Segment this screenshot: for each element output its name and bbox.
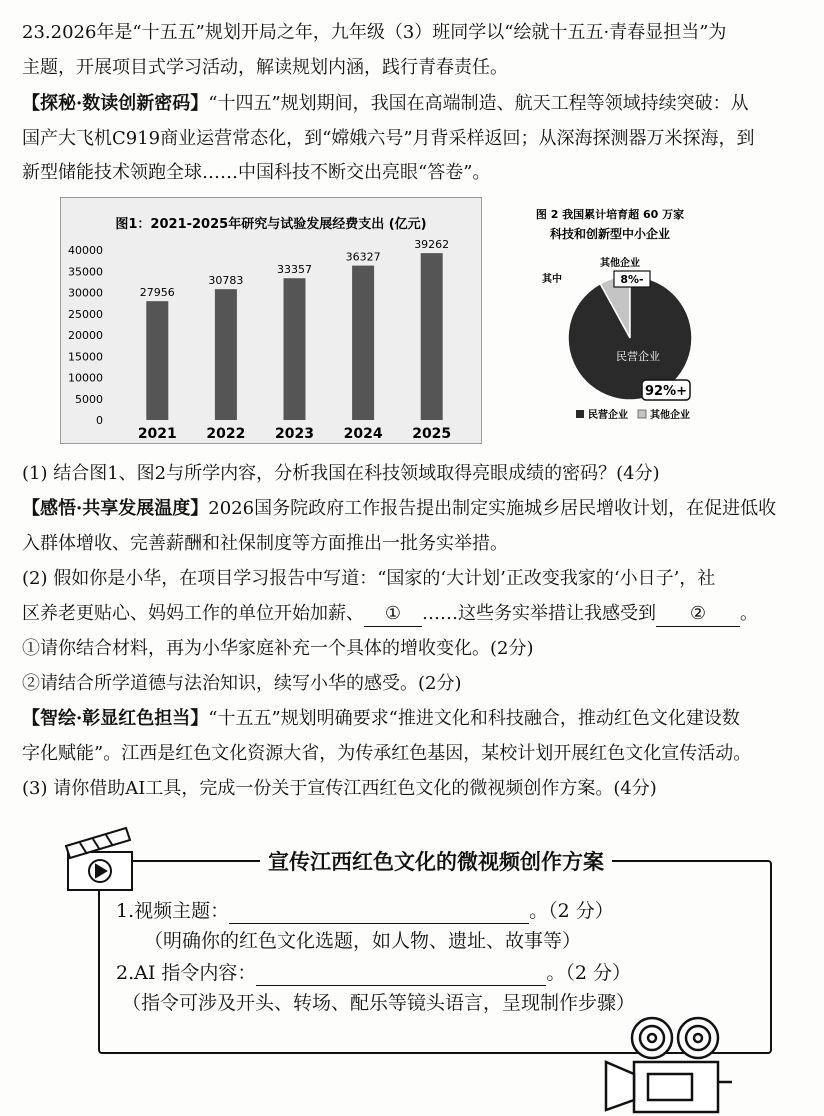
plan-item-1-score: 。（2 分） xyxy=(529,900,614,922)
section3-line-2: 字化赋能”。江西是红色文化资源大省，为传承红色基因，某校计划开展红色文化宣传活动。 xyxy=(22,743,752,764)
pie-note-other: 其他企业 xyxy=(600,258,640,269)
bar xyxy=(421,253,443,420)
section2-line-1 xyxy=(22,497,812,521)
section3-heading: 【智绘·彰显红色担当】 xyxy=(22,708,209,729)
pie-inner-label: 民营企业 xyxy=(616,350,660,363)
clapperboard-icon xyxy=(60,820,140,895)
plan-title xyxy=(60,846,812,876)
bar xyxy=(284,278,306,420)
data-label: 27956 xyxy=(139,286,175,300)
legend-label: 民营企业 xyxy=(588,410,628,421)
section2-line-2: 入群体增收、完善薪酬和社保制度等方面推出一批务实举措。 xyxy=(22,533,508,554)
y-tick-label: 40000 xyxy=(68,244,103,257)
x-tick-label: 2022 xyxy=(206,426,246,442)
pie-title-line-1: 图 2 我国累计培育超 60 万家 xyxy=(535,208,685,221)
y-tick-label: 10000 xyxy=(68,371,103,385)
section3-text-1: “十五五”规划明确要求“推进文化和科技融合，推动红色文化建设数 xyxy=(208,708,740,729)
plan-item-2-label: 2.AI 指令内容： xyxy=(116,962,257,984)
question-2-text-b: ……这些务实举措让我感受到 xyxy=(422,603,656,624)
pie-note-qizhong: 其中 xyxy=(542,274,562,285)
answer-blank-1[interactable]: ① xyxy=(364,602,422,627)
question-2-sub-2: ②请结合所学道德与法治知识，续写小华的感受。(2分) xyxy=(22,673,462,694)
plan-item-1-hint: （明确你的红色文化选题，如人物、遗址、故事等） xyxy=(144,930,582,952)
y-tick-label: 15000 xyxy=(68,350,103,364)
y-tick-label: 30000 xyxy=(68,286,103,300)
x-tick-label: 2024 xyxy=(343,426,383,442)
bar xyxy=(146,301,168,420)
bar-chart-svg xyxy=(61,198,481,443)
video-plan-card xyxy=(60,820,812,1116)
plan-item-1 xyxy=(116,898,614,924)
ai-prompt-input[interactable] xyxy=(256,965,546,986)
plan-title-text: 宣传江西红色文化的微视频创作方案 xyxy=(260,850,612,874)
question-2-text-a: 区养老更贴心、妈妈工作的单位开始加薪、 xyxy=(22,603,364,624)
question-2-text-c: 。 xyxy=(740,603,758,624)
section1-heading: 【探秘·数读创新密码】 xyxy=(22,93,209,114)
y-tick-label: 25000 xyxy=(68,307,103,321)
plan-item-2-hint: （指令可涉及开头、转场、配乐等镜头语言，呈现制作步骤） xyxy=(122,992,636,1014)
data-label: 39262 xyxy=(414,238,450,252)
plan-item-2-score: 。（2 分） xyxy=(546,962,632,984)
pie-title-line-2: 科技和创新型中小企业 xyxy=(549,227,671,241)
answer-blank-2[interactable]: ② xyxy=(656,602,740,627)
figure-2-pie-chart xyxy=(500,200,800,435)
bar xyxy=(352,266,374,420)
x-tick-label: 2023 xyxy=(275,426,314,442)
question-2-line-2 xyxy=(22,602,812,627)
legend-label: 其他企业 xyxy=(650,410,690,421)
data-label: 36327 xyxy=(345,250,381,264)
video-theme-input[interactable] xyxy=(229,903,529,924)
pie-value-label-private: 92%+ xyxy=(644,384,688,399)
legend-swatch xyxy=(576,410,584,418)
y-tick-label: 20000 xyxy=(68,329,103,342)
question-intro-line-2: 主题，开展项目式学习活动，解读规划内涵，践行青春责任。 xyxy=(22,57,508,78)
question-2-line-1: (2) 假如你是小华，在项目学习报告中写道：“国家的‘大计划’正改变我家的‘小日子’，社 xyxy=(22,568,716,589)
section1-text-1: “十四五”规划期间，我国在高端制造、航天工程等领域持续突破：从 xyxy=(208,93,749,114)
data-label: 33357 xyxy=(277,263,312,277)
film-camera-icon xyxy=(600,1012,740,1116)
legend-swatch xyxy=(638,410,646,418)
question-2-sub-1: ①请你结合材料，再为小华家庭补充一个具体的增收变化。(2分) xyxy=(22,638,534,659)
section1-line-3: 新型储能技术领跑全球……中国科技不断交出亮眼“答卷”。 xyxy=(22,162,491,183)
data-label: 30783 xyxy=(208,274,244,288)
section2-text-1: 2026国务院政府工作报告提出制定实施城乡居民增收计划，在促进低收 xyxy=(208,498,777,519)
question-intro-line-1: 23.2026年是“十五五”规划开局之年，九年级（3）班同学以“绘就十五五·青春显担当”为 xyxy=(22,22,727,43)
plan-item-2 xyxy=(116,960,631,986)
figure-1-bar-chart xyxy=(60,197,482,444)
pie-chart-svg xyxy=(500,200,800,435)
y-tick-label: 5000 xyxy=(75,392,103,406)
y-tick-label: 0 xyxy=(96,414,103,427)
bar xyxy=(215,289,237,420)
section3-line-1 xyxy=(22,707,812,731)
section2-heading: 【感悟·共享发展温度】 xyxy=(22,498,209,519)
section1-line-1 xyxy=(22,92,812,116)
x-tick-label: 2021 xyxy=(137,426,177,442)
section1-line-2: 国产大飞机C919商业运营常态化，到“嫦娥六号”月背采样返回；从深海探测器万米探海，到 xyxy=(22,128,755,149)
y-tick-label: 35000 xyxy=(68,265,103,279)
x-tick-label: 2025 xyxy=(412,426,452,442)
question-3: (3) 请你借助AI工具，完成一份关于宣传江西红色文化的微视频创作方案。(4分) xyxy=(22,778,657,799)
question-1: (1) 结合图1、图2与所学内容，分析我国在科技领域取得亮眼成绩的密码？(4分) xyxy=(22,463,660,484)
plan-item-1-label: 1.视频主题： xyxy=(116,900,230,922)
chart-title: 图1：2021-2025年研究与试验发展经费支出 (亿元) xyxy=(115,217,427,232)
pie-value-label-other: 8%- xyxy=(620,273,644,286)
